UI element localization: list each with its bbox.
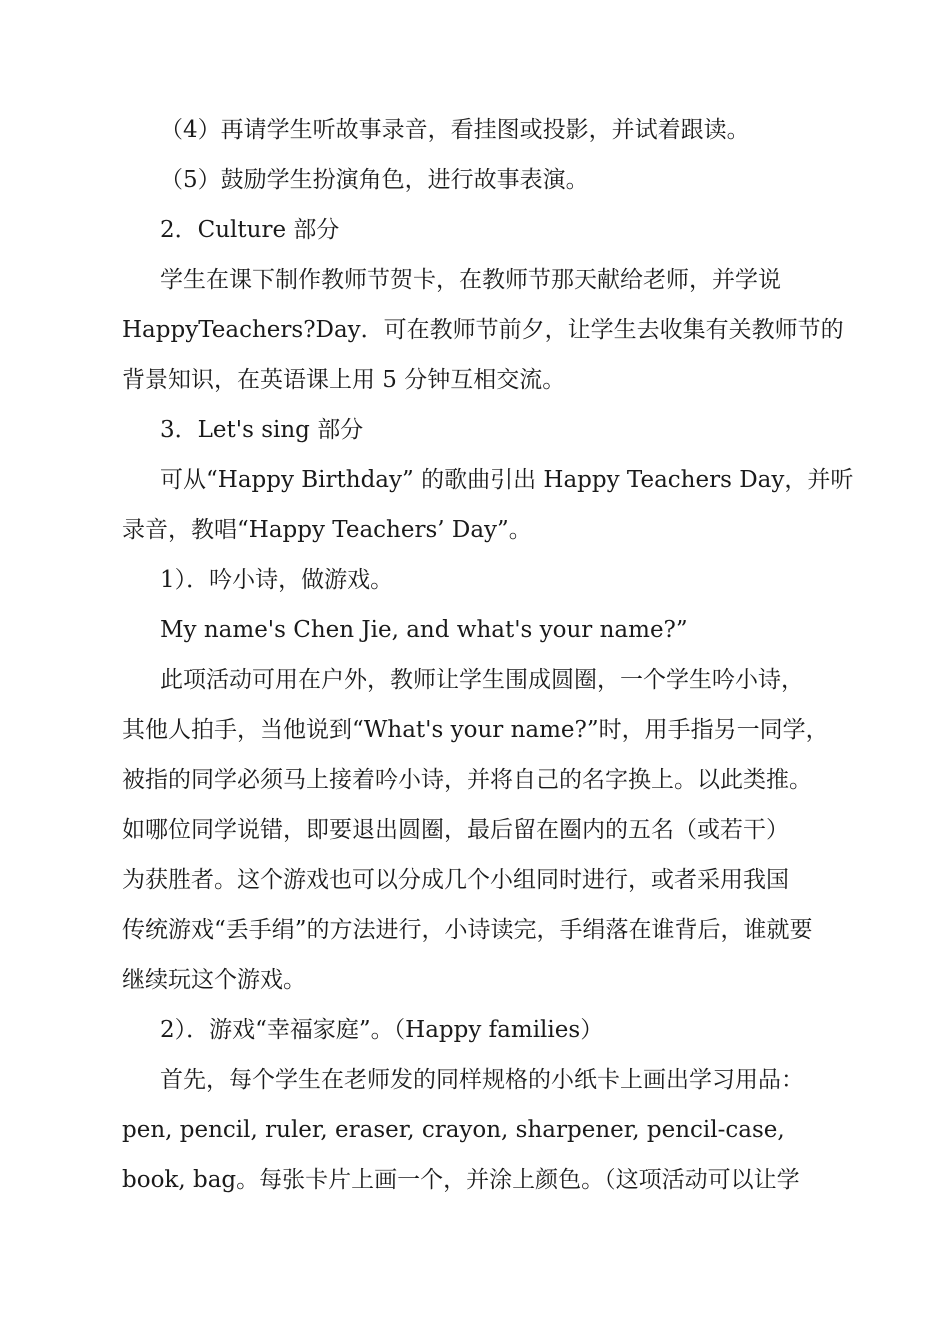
activity-2-heading: 2）．游戏“幸福家庭”。（Happy families） (160, 1017, 604, 1043)
activity-1-paragraph-line-4: 如哪位同学说错，即要退出圆圈，最后留在圈内的五名（或若干） (122, 817, 789, 843)
activity-1-paragraph-line-3: 被指的同学必须马上接着吟小诗，并将自己的名字换上。以此类推。 (122, 767, 812, 793)
section-lets-sing-heading: 3．Let's sing 部分 (160, 417, 364, 443)
activity-2-paragraph-line-3: book, bag。每张卡片上画一个，并涂上颜色。（这项活动可以让学 (122, 1167, 800, 1193)
culture-paragraph-line-3: 背景知识，在英语课上用 5 分钟互相交流。 (122, 367, 566, 393)
sing-paragraph-line-2: 录音，教唱“Happy Teachers’ Day”。 (122, 517, 532, 543)
sing-paragraph-line-1: 可从“Happy Birthday” 的歌曲引出 Happy Teachers Day，并听 (160, 467, 854, 493)
activity-1-paragraph-line-2: 其他人拍手，当他说到“What's your name?”时，用手指另一同学， (122, 717, 829, 743)
activity-2-paragraph-line-2: pen, pencil, ruler, eraser, crayon, sharpener, pencil-case, (122, 1117, 785, 1143)
culture-paragraph-line-2: HappyTeachers?Day．可在教师节前夕，让学生去收集有关教师节的 (122, 317, 844, 343)
activity-1-paragraph-line-7: 继续玩这个游戏。 (122, 967, 306, 993)
poem-text: My name's Chen Jie, and what's your name?” (160, 617, 688, 643)
activity-2-paragraph-line-1: 首先，每个学生在老师发的同样规格的小纸卡上画出学习用品： (160, 1067, 804, 1093)
activity-1-paragraph-line-5: 为获胜者。这个游戏也可以分成几个小组同时进行，或者采用我国 (122, 867, 789, 893)
activity-1-heading: 1）．吟小诗，做游戏。 (160, 567, 394, 593)
activity-1-paragraph-line-1: 此项活动可用在户外，教师让学生围成圆圈，一个学生吟小诗， (160, 667, 804, 693)
activity-1-paragraph-line-6: 传统游戏“丢手绢”的方法进行，小诗读完，手绢落在谁背后，谁就要 (122, 917, 813, 943)
step-5-text: （5）鼓励学生扮演角色，进行故事表演。 (160, 167, 589, 193)
culture-paragraph-line-1: 学生在课下制作教师节贺卡，在教师节那天献给老师，并学说 (160, 267, 781, 293)
section-culture-heading: 2．Culture 部分 (160, 217, 340, 243)
step-4-text: （4）再请学生听故事录音，看挂图或投影，并试着跟读。 (160, 117, 750, 143)
